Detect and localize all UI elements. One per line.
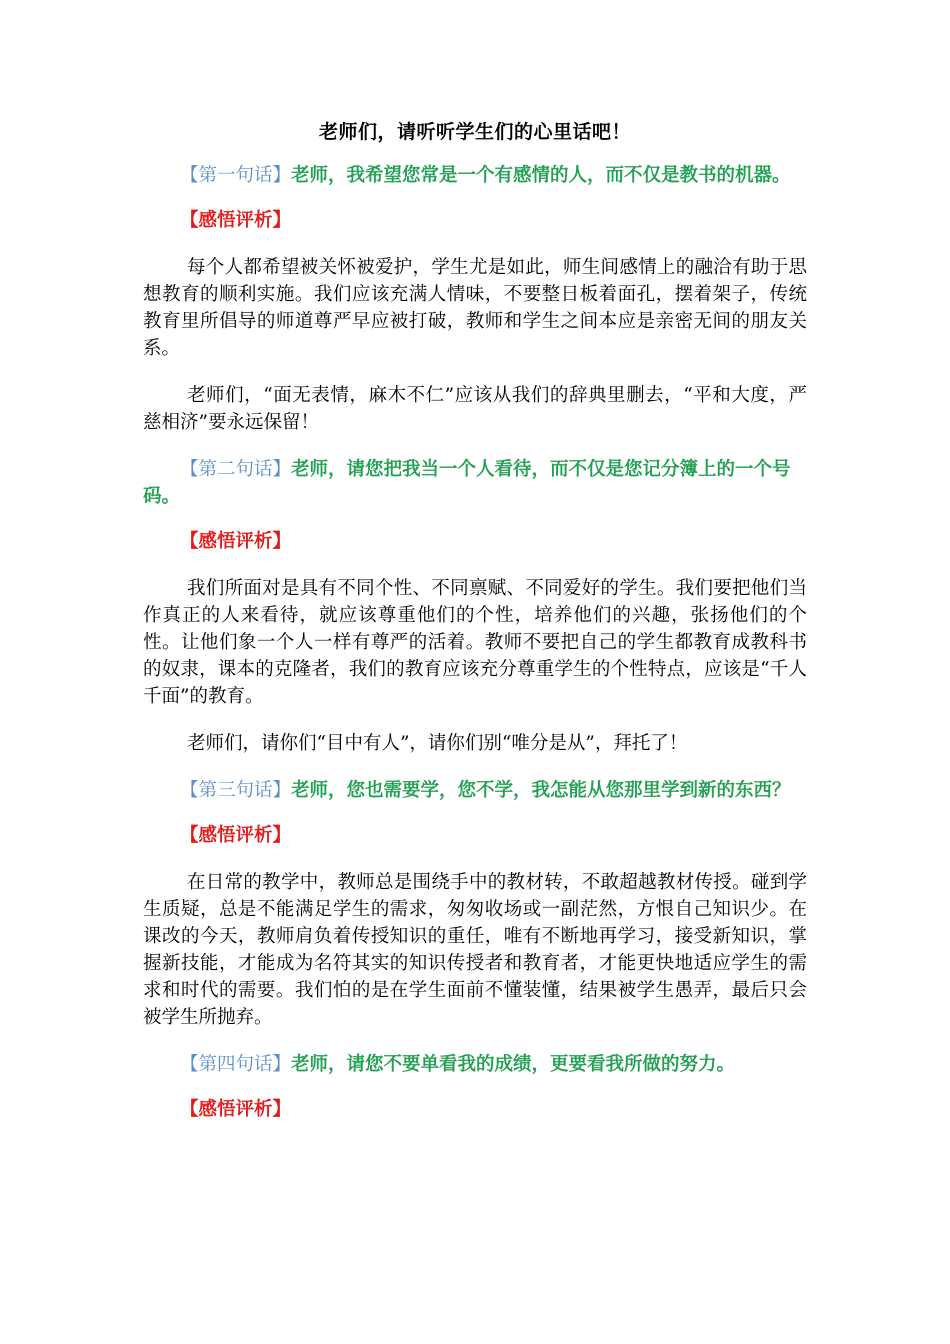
section-heading xyxy=(143,777,807,804)
section-quote: 老师，我希望您常是一个有感情的人，而不仅是教书的机器。 xyxy=(291,165,791,186)
analysis-label: 【感悟评析】 xyxy=(180,1099,292,1120)
body-paragraph: 老师们，“面无表情，麻木不仁”应该从我们的辞典里删去，“平和大度，严慈相济”要永远保留！ xyxy=(143,385,807,433)
section-tag: 【第二句话】 xyxy=(180,459,292,480)
section-heading xyxy=(143,1051,807,1078)
body-paragraph: 每个人都希望被关怀被爱护，学生尤是如此，师生间感情上的融洽有助于思想教育的顺利实施。我们应该充满人情味，不要整日板着面孔，摆着架子，传统教育里所倡导的师道尊严早应被打破，教师和学生之间本应是亲密无间的朋友关系。 xyxy=(143,257,807,359)
section-tag: 【第三句话】 xyxy=(180,780,292,801)
section-quote: 老师，请您不要单看我的成绩，更要看我所做的努力。 xyxy=(291,1054,736,1075)
analysis-label: 【感悟评析】 xyxy=(180,210,292,231)
section-tag: 【第一句话】 xyxy=(180,165,292,186)
section-tag: 【第四句话】 xyxy=(180,1054,292,1075)
section-quote: 老师，您也需要学，您不学，我怎能从您那里学到新的东西？ xyxy=(291,780,791,801)
analysis-label: 【感悟评析】 xyxy=(180,531,292,552)
document-title: 老师们，请听听学生们的心里话吧！ xyxy=(318,121,631,143)
analysis-label: 【感悟评析】 xyxy=(180,825,292,846)
section-quote: 老师，请您把我当一个人看待，而不仅是您记分簿上的一个号码。 xyxy=(143,459,791,507)
body-paragraph: 老师们，请你们“目中有人”，请你们别“唯分是从”，拜托了！ xyxy=(187,733,688,754)
document-page xyxy=(143,118,807,1143)
section-heading xyxy=(143,456,807,510)
body-paragraph: 我们所面对是具有不同个性、不同禀赋、不同爱好的学生。我们要把他们当作真正的人来看待，就应该尊重他们的个性，培养他们的兴趣，张扬他们的个性。让他们象一个人一样有尊严的活着。教师不要把自己的学生都教育成教科书的奴隶，课本的克隆者，我们的教育应该充分尊重学生的个性特点，应该是“千人千面”的教育。 xyxy=(143,578,807,707)
body-paragraph: 在日常的教学中，教师总是围绕手中的教材转，不敢超越教材传授。碰到学生质疑，总是不能满足学生的需求，匆匆收场或一副茫然，方恨自己知识少。在课改的今天，教师肩负着传授知识的重任，唯有不断地再学习，接受新知识，掌握新技能，才能成为名符其实的知识传授者和教育者，才能更快地适应学生的需求和时代的需要。我们怕的是在学生面前不懂装懂，结果被学生愚弄，最后只会被学生所抛弃。 xyxy=(143,872,807,1028)
section-heading xyxy=(143,162,807,189)
